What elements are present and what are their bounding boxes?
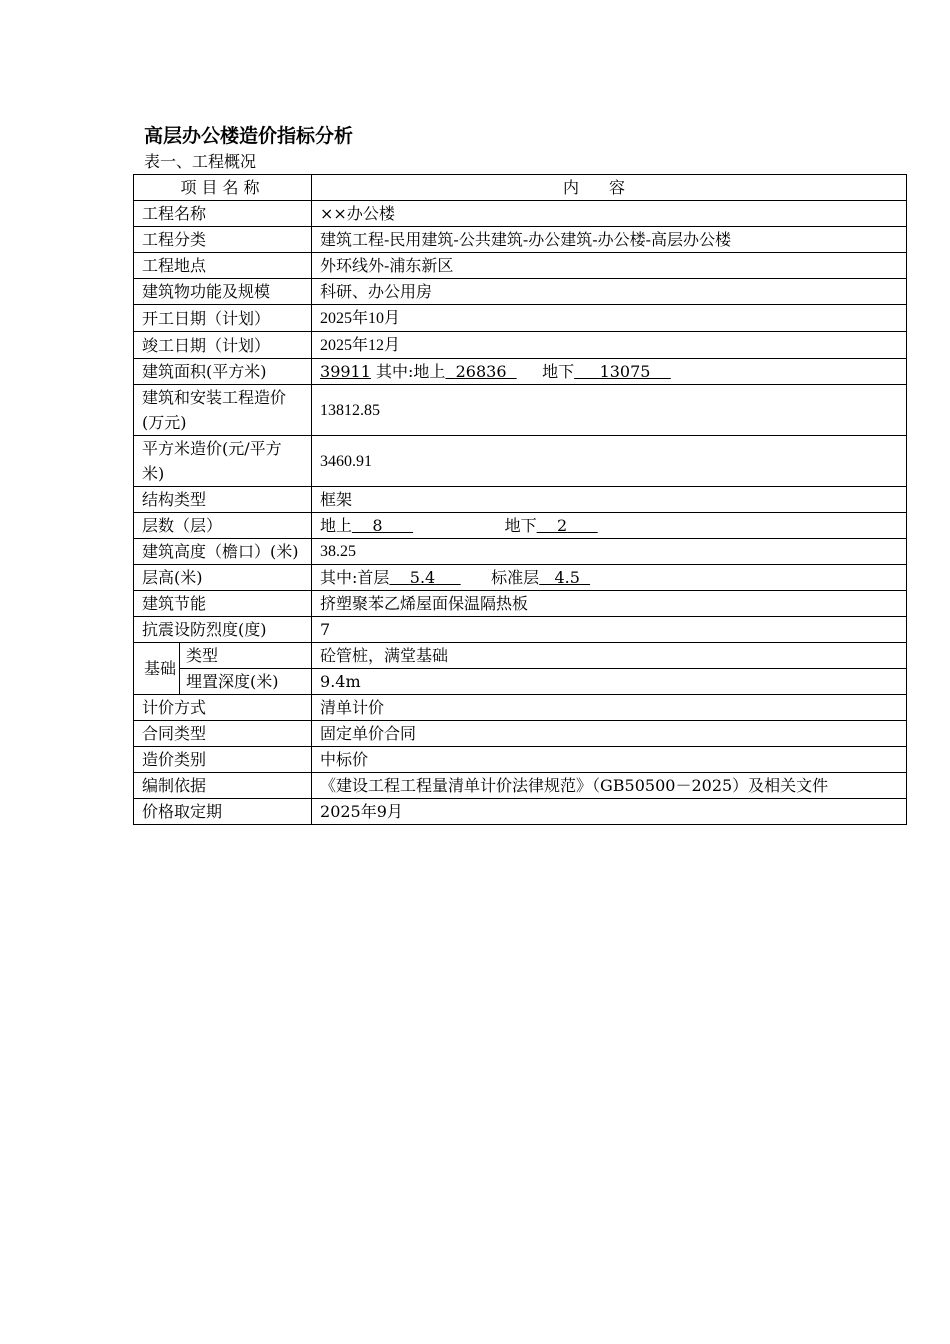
- row-value: 中标价: [312, 747, 907, 773]
- table-row: [134, 721, 907, 747]
- area-total: 39911: [320, 362, 371, 381]
- row-label: 层高(米): [134, 565, 312, 591]
- foundation-depth-label: 埋置深度(米): [180, 669, 312, 695]
- row-value: 外环线外-浦东新区: [312, 253, 907, 279]
- table-row: [134, 513, 907, 539]
- start-month: 10: [368, 310, 385, 327]
- table-caption: 表一、工程概况: [144, 152, 257, 171]
- row-label: 工程名称: [134, 201, 312, 227]
- row-value: ××办公楼: [312, 201, 907, 227]
- table-row: [134, 565, 907, 591]
- row-value: [312, 513, 907, 539]
- row-label: 建筑和安装工程造价(万元): [134, 385, 312, 436]
- table-row: [134, 305, 907, 332]
- end-month-unit: 月: [384, 335, 401, 354]
- row-value: 挤塑聚苯乙烯屋面保温隔热板: [312, 591, 907, 617]
- row-value: 清单计价: [312, 695, 907, 721]
- table-row: [134, 279, 907, 305]
- row-value: [312, 565, 907, 591]
- row-label: 价格取定期: [134, 799, 312, 825]
- row-label: 层数（层）: [134, 513, 312, 539]
- row-value: [312, 332, 907, 359]
- row-value: [312, 359, 907, 385]
- table-row: [134, 359, 907, 385]
- row-value: 2025年9月: [312, 799, 907, 825]
- row-value: 3460.91: [312, 436, 907, 487]
- row-label: 合同类型: [134, 721, 312, 747]
- standard-floor-label: 标准层: [491, 568, 540, 587]
- row-label: 抗震设防烈度(度): [134, 617, 312, 643]
- floors-above: 8: [372, 516, 383, 535]
- floors-above-label: 地上: [320, 516, 353, 535]
- table-row: [134, 487, 907, 513]
- row-value: 38.25: [312, 539, 907, 565]
- table-row: [134, 436, 907, 487]
- table-row: [134, 669, 907, 695]
- row-label: 造价类别: [134, 747, 312, 773]
- table-row: [134, 539, 907, 565]
- area-above-label: 其中:地上: [376, 362, 446, 381]
- row-label: 建筑面积(平方米): [134, 359, 312, 385]
- table-row: [134, 799, 907, 825]
- table-row: [134, 385, 907, 436]
- row-value: 13812.85: [312, 385, 907, 436]
- row-label: 建筑物功能及规模: [134, 279, 312, 305]
- row-label: 工程分类: [134, 227, 312, 253]
- row-label: 平方米造价(元/平方米): [134, 436, 312, 487]
- start-year: 2025: [320, 310, 353, 327]
- start-year-unit: 年: [352, 308, 369, 327]
- row-label: 开工日期（计划）: [134, 305, 312, 332]
- table-row: [134, 253, 907, 279]
- row-label: 结构类型: [134, 487, 312, 513]
- table-row: [134, 591, 907, 617]
- foundation-label: 基础: [134, 643, 180, 695]
- table-row: [134, 643, 907, 669]
- standard-floor-height: 4.5: [554, 568, 580, 587]
- area-above: 26836: [455, 362, 507, 381]
- table-header-row: [134, 175, 907, 201]
- area-below: 13075: [599, 362, 651, 381]
- row-value: [312, 305, 907, 332]
- floors-below-label: 地下: [504, 516, 537, 535]
- table-row: [134, 695, 907, 721]
- header-content: 内容: [312, 175, 907, 201]
- project-overview-table: [133, 174, 907, 825]
- row-value: 《建设工程工程量清单计价法律规范》（GB50500－2025）及相关文件: [312, 773, 907, 799]
- row-label: 计价方式: [134, 695, 312, 721]
- page-title: 高层办公楼造价指标分析: [144, 125, 354, 147]
- row-label: 竣工日期（计划）: [134, 332, 312, 359]
- table-row: [134, 201, 907, 227]
- area-below-label: 地下: [542, 362, 575, 381]
- floors-below: 2: [556, 516, 568, 535]
- row-label: 工程地点: [134, 253, 312, 279]
- end-month: 12: [368, 337, 385, 354]
- row-value: 固定单价合同: [312, 721, 907, 747]
- foundation-depth-value: 9.4m: [312, 669, 907, 695]
- header-item: 项目名称: [134, 175, 312, 201]
- row-value: 7: [312, 617, 907, 643]
- row-label: 建筑高度（檐口）(米): [134, 539, 312, 565]
- table-row: [134, 332, 907, 359]
- row-value: 科研、办公用房: [312, 279, 907, 305]
- table-row: [134, 773, 907, 799]
- table-row: [134, 227, 907, 253]
- row-label: 编制依据: [134, 773, 312, 799]
- row-label: 建筑节能: [134, 591, 312, 617]
- foundation-type-label: 类型: [180, 643, 312, 669]
- table-row: [134, 617, 907, 643]
- end-year: 2025: [320, 337, 353, 354]
- row-value: 框架: [312, 487, 907, 513]
- end-year-unit: 年: [352, 335, 369, 354]
- foundation-type-value: 砼管桩，满堂基础: [312, 643, 907, 669]
- start-month-unit: 月: [384, 308, 401, 327]
- table-row: [134, 747, 907, 773]
- first-floor-label: 其中:首层: [320, 568, 390, 587]
- first-floor-height: 5.4: [409, 568, 436, 587]
- row-value: 建筑工程-民用建筑-公共建筑-办公建筑-办公楼-高层办公楼: [312, 227, 907, 253]
